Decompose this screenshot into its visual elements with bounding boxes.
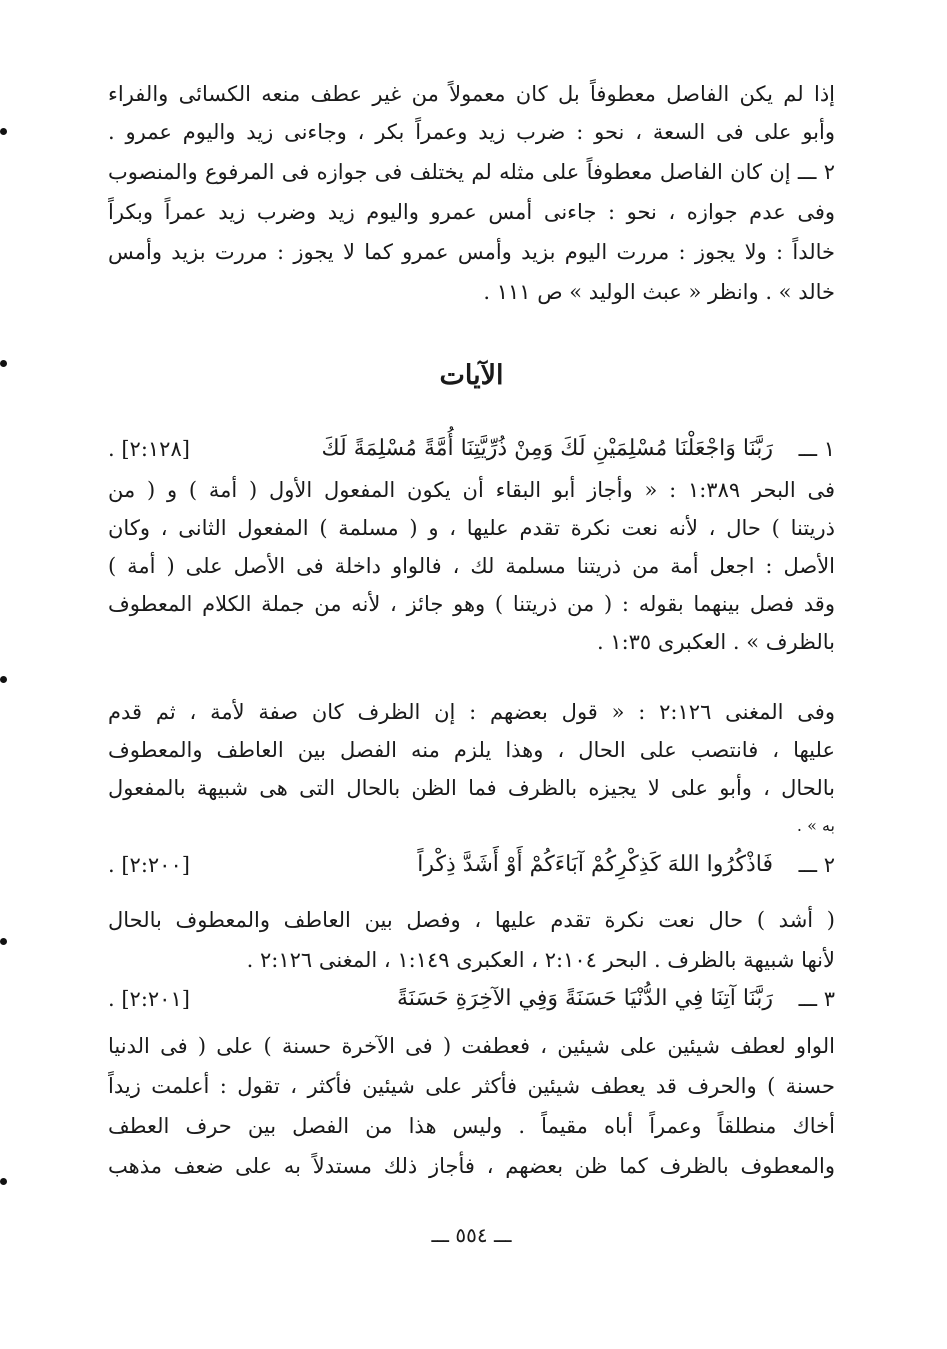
margin-mark: [0, 676, 7, 683]
page-number: ـــ ٥٥٤ ـــ: [431, 1223, 512, 1247]
verse-line: [108, 846, 835, 884]
text-line: والمعطوف بالظرف كما ظن بعضهم ، فأجاز ذلك مستدلاً به على ضعف مذهب: [108, 1154, 835, 1178]
text-line: بالظرف » . العكبرى ١:٣٥ .: [596, 630, 835, 654]
text-line: به » .: [796, 816, 835, 835]
verse-text: رَبَّنَا آتِنَا فِي الدُّنْيَا حَسَنَةً وَفِي الآخِرَةِ حَسَنَةً: [396, 986, 773, 1011]
margin-mark: [0, 360, 7, 367]
verse-line: [108, 980, 835, 1018]
text-line: وفى المغنى ٢:١٢٦ : « قول بعضهم : إن الظرف كان صفة لأمة ، ثم قدم: [108, 700, 835, 724]
verse-reference: [٢:٢٠١] .: [108, 987, 190, 1011]
verse-number: ١ ـــ: [798, 437, 835, 461]
document-page: [108, 70, 835, 1260]
text-line: إذا لم يكن الفاصل معطوفاً بل كان معمولاً من غير عطف منعه الكسائى والفراء: [108, 82, 835, 106]
margin-mark: [0, 938, 7, 945]
text-line: فى البحر ١:٣٨٩ : « وأجاز أبو البقاء أن يكون المفعول الأول ( أمة ) و ( من: [108, 478, 835, 502]
verse-text: رَبَّنَا وَاجْعَلْنَا مُسْلِمَيْنِ لَكَ وَمِنْ ذُرِّيَّتِنَا أُمَّةً مُسْلِمَةً لَكَ: [321, 436, 773, 461]
section-heading: الآيات: [439, 360, 504, 391]
text-line: الأصل : اجعل أمة من ذريتنا مسلمة لك ، فالواو داخلة فى الأصل على ( أمة ): [108, 554, 835, 578]
text-line: خالداً : ولا يجوز : مررت اليوم بزيد وأمس عمرو كما لا يجوز : مررت بزيد وأمس: [108, 240, 835, 264]
text-line: أخاك منطلقاً وعمراً أباه مقيماً . وليس هذا من الفصل بين حرف العطف: [108, 1114, 835, 1138]
text-line: ذريتنا ) حال ، لأنه نعت نكرة تقدم عليها ، و ( مسلمة ) المفعول الثانى ، وكان: [108, 516, 835, 540]
verse-number: ٢ ـــ: [798, 853, 835, 877]
text-line: بالحال ، وأبو على لا يجيزه بالظرف فما الظن بالحال التى هى شبيهة بالمفعول: [108, 776, 835, 800]
margin-mark: [0, 128, 7, 135]
text-line: لأنها شبيهة بالظرف . البحر ٢:١٠٤ ، العكبرى ١:١٤٩ ، المغنى ٢:١٢٦ .: [246, 948, 835, 972]
text-line: خالد » . وانظر « عبث الوليد » ص ١١١ .: [483, 280, 835, 304]
verse-text: فَاذْكُرُوا اللهَ كَذِكْرِكُمْ آبَاءَكُمْ أَوْ أَشَدَّ ذِكْراً: [417, 852, 773, 877]
margin-mark: [0, 1178, 7, 1185]
text-line: وأبو على فى السعة ، نحو : ضرب زيد وعمراً بكر ، وجاءنى زيد واليوم عمرو .: [108, 120, 835, 144]
text-line: وفى عدم جوازه ، نحو : جاءنى أمس عمرو واليوم زيد وضرب زيد عمراً وبكراً: [108, 200, 835, 224]
text-line: وقد فصل بينهما بقوله : ( من ذريتنا ) وهو جائز ، لأنه من جملة الكلام المعطوف: [108, 592, 835, 616]
verse-line: [108, 430, 835, 468]
text-line: حسنة ) والحرف قد يعطف شيئين فأكثر على شيئين فأكثر ، تقول : أعلمت زيداً: [108, 1074, 835, 1098]
verse-reference: [٢:١٢٨] .: [108, 437, 190, 461]
text-line: ( أشد ) حال نعت نكرة تقدم عليها ، وفصل بين العاطف والمعطوف بالحال: [108, 908, 835, 932]
text-line: الواو لعطف شيئين على شيئين ، فعطفت ( فى الآخرة حسنة ) على ( فى الدنيا: [108, 1034, 835, 1058]
text-line: ٢ ـــ إن كان الفاصل معطوفاً على مثله لم يختلف فى جوازه فى المرفوع والمنصوب: [108, 160, 835, 184]
verse-reference: [٢:٢٠٠] .: [108, 853, 190, 877]
text-line: عليها ، فانتصب على الحال ، وهذا يلزم منه الفصل بين العاطف والمعطوف: [108, 738, 835, 762]
verse-number: ٣ ـــ: [798, 987, 835, 1011]
